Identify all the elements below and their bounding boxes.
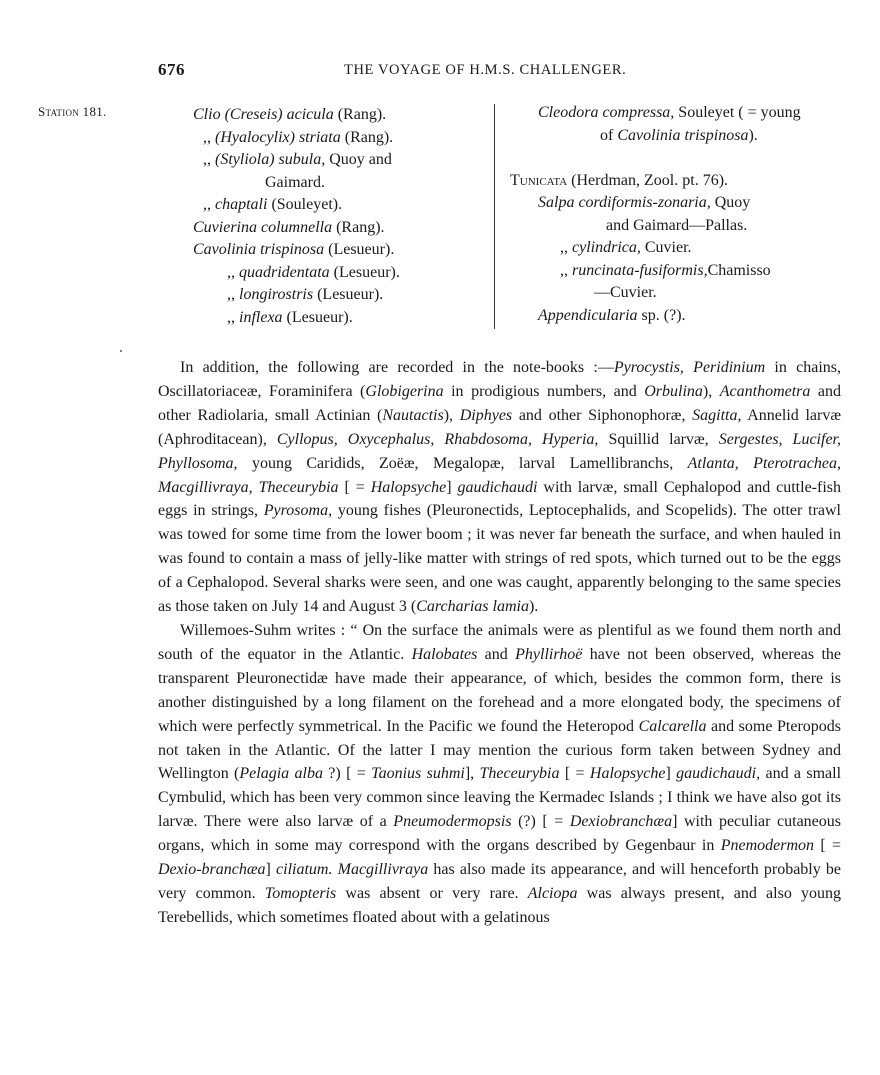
paragraph-notebooks xyxy=(158,356,841,619)
species-line: Cleodora compressa, Souleyet ( = young xyxy=(538,104,801,121)
text-run: ] xyxy=(446,478,458,496)
species-line: ,, (Hyalocylix) striata (Rang). xyxy=(203,128,394,146)
text-run: ). xyxy=(528,598,539,616)
page-number: 676 xyxy=(158,60,185,79)
text-run: and other Siphonophoræ, xyxy=(512,406,693,424)
italic-term: Sergestes, Lucifer, Phyllosoma, xyxy=(158,430,841,472)
italic-term: Calcarella xyxy=(638,717,707,735)
text-run: Squillid larvæ, xyxy=(598,430,719,448)
text-run: Willemoes-Suhm writes : “ On the surface the animals were as plentiful as we found them north and south of the equator in the Atlantic. xyxy=(158,621,841,663)
running-title: THE VOYAGE OF H.M.S. CHALLENGER. xyxy=(344,62,627,78)
text-run: was always present, and also young Terebellids, which sometimes floated about with a gelatinous xyxy=(158,884,842,926)
italic-term: Dexiobranchæa xyxy=(569,813,673,831)
text-run: and other Radiolaria, small Actinian ( xyxy=(158,382,842,424)
text-run: and some Pteropods not taken in the Atlantic. Of the latter I may mention the curious form taken between Sydney and Wellington ( xyxy=(158,717,842,783)
italic-term: Globigerina xyxy=(365,382,444,400)
italic-term: Orbulina xyxy=(644,382,703,400)
species-line: and Gaimard—Pallas. xyxy=(606,216,748,234)
italic-term: Dexio-branchæa xyxy=(158,861,266,879)
text-run: young fishes (Pleuronectids, Leptocephalids, and Scopelids). The otter trawl was towed for some time from the lower boom ; it was never far beneath the surface, and when hauled in was found to contain a mass of jelly-like matter with strings of red spots, which turned out to be the eggs of a Cephalopod. Several sharks were seen, and one was caught, apparently belonging to the same species as those taken on July 14 and August 3 ( xyxy=(158,502,841,616)
text-run: ] xyxy=(265,861,277,879)
italic-term: gaudichaudi, xyxy=(676,765,761,783)
text-run: young Caridids, Zoëæ, Megalopæ, larval Lamellibranchs, xyxy=(237,454,688,472)
species-line: Clio (Creseis) acicula (Rang). xyxy=(193,106,387,123)
blank-line xyxy=(510,147,850,170)
text-run: Annelid larvæ (Aphroditacean), xyxy=(158,406,842,448)
station-label: Station 181. xyxy=(38,104,107,119)
text-run: with larvæ, small Cephalopod and cuttle-fish eggs in strings, xyxy=(158,478,841,520)
species-line: ,, chaptali (Souleyet). xyxy=(203,196,343,213)
species-list-left xyxy=(193,104,488,329)
italic-term: Halobates xyxy=(411,645,478,663)
text-run: has also made its appearance, and will henceforth probably be very common. xyxy=(158,861,841,902)
italic-term: Macgillivraya xyxy=(337,861,429,879)
italic-term: Atlanta, Pterotrachea, Macgillivraya, Theceurybia xyxy=(158,454,842,496)
italic-term: Pyrocystis, Peridinium xyxy=(613,359,766,376)
text-run: ] xyxy=(665,765,677,783)
text-run: have not been observed, whereas the transparent Pleuronectidæ have made their appearance, of which, besides the common form, there is another distinguished by a long filament on the forehead and a more elongated body, the specimens of which were perfectly symmetrical. In the Pacific we found the Heteropod xyxy=(158,645,842,735)
species-line: Appendicularia sp. (?). xyxy=(538,306,686,324)
text-run: [ = xyxy=(559,765,590,783)
italic-term: Acanthometra xyxy=(719,382,811,400)
italic-term: Tomopteris xyxy=(264,884,337,902)
species-line: ,, quadridentata (Lesueur). xyxy=(227,263,400,281)
italic-term: Diphyes xyxy=(459,406,513,424)
margin-speck xyxy=(120,350,122,352)
italic-term: Phyllirhoë xyxy=(515,645,583,663)
italic-term: Pyrosoma, xyxy=(263,502,333,520)
text-run: and a small Cymbulid, which has been very common since leaving the Kermadec Islands ; I think we have also got its larvæ. There were also larvæ of a xyxy=(158,765,842,831)
italic-term: Halopsyche xyxy=(589,765,666,783)
text-run: ] with peculiar cutaneous organs, which in some may correspond with the organs described by Gegenbaur in xyxy=(158,813,842,855)
italic-term: ciliatum. xyxy=(276,861,333,879)
text-run: in prodigious numbers, and xyxy=(443,382,645,400)
species-line: ,, runcinata-fusiformis,Chamisso xyxy=(560,261,771,279)
italic-term: Sagitta, xyxy=(692,406,742,424)
text-run: was absent or very rare. xyxy=(336,884,528,902)
body-text xyxy=(158,356,841,930)
species-line: ,, inflexa (Lesueur). xyxy=(227,308,353,326)
species-line: ,, (Styliola) subula, Quoy and xyxy=(203,151,392,168)
italic-term: gaudichaudi xyxy=(457,478,538,496)
species-line: ,, longirostris (Lesueur). xyxy=(227,286,384,303)
text-run: In addition, the following are recorded in the note-books :— xyxy=(180,359,614,376)
italic-term: Pnemodermon xyxy=(720,837,815,855)
species-line: ,, cylindrica, Cuvier. xyxy=(560,239,692,256)
italic-term: Alciopa xyxy=(527,884,578,902)
text-run: [ = xyxy=(338,478,371,496)
species-line: Cavolinia trispinosa (Lesueur). xyxy=(193,241,395,258)
text-run: ), xyxy=(702,382,720,400)
italic-term: Cyllopus, Oxycephalus, Rhabdosoma, Hyperia, xyxy=(276,430,599,448)
italic-term: Carcharias lamia xyxy=(416,598,529,616)
italic-term: Pelagia alba xyxy=(239,765,323,783)
species-line: —Cuvier. xyxy=(594,284,657,301)
italic-term: Nautactis xyxy=(382,406,444,424)
paragraph-willemoes-suhm xyxy=(158,619,841,930)
species-line: Gaimard. xyxy=(265,173,325,191)
text-run: ], xyxy=(464,765,480,783)
species-list-right xyxy=(510,102,850,327)
text-run: [ = xyxy=(814,837,841,855)
text-run: in chains, Oscillatoriaceæ, Foraminifera ( xyxy=(158,359,842,400)
text-run: ), xyxy=(443,406,460,424)
italic-term: Pneumodermopsis xyxy=(393,813,512,831)
italic-term: Taonius suhmi xyxy=(371,765,465,783)
text-run: ?) [ = xyxy=(322,765,372,783)
italic-term: Halopsyche xyxy=(370,478,447,496)
italic-term: Theceurybia xyxy=(479,765,560,783)
species-line: Cuvierina columnella (Rang). xyxy=(193,218,385,236)
text-run: (?) [ = xyxy=(511,813,570,831)
species-line: of Cavolinia trispinosa). xyxy=(600,126,758,144)
species-line: Tunicata (Herdman, Zool. pt. 76). xyxy=(510,171,729,189)
column-divider xyxy=(494,104,495,329)
text-run: and xyxy=(477,645,516,663)
species-line: Salpa cordiformis-zonaria, Quoy xyxy=(538,194,751,211)
